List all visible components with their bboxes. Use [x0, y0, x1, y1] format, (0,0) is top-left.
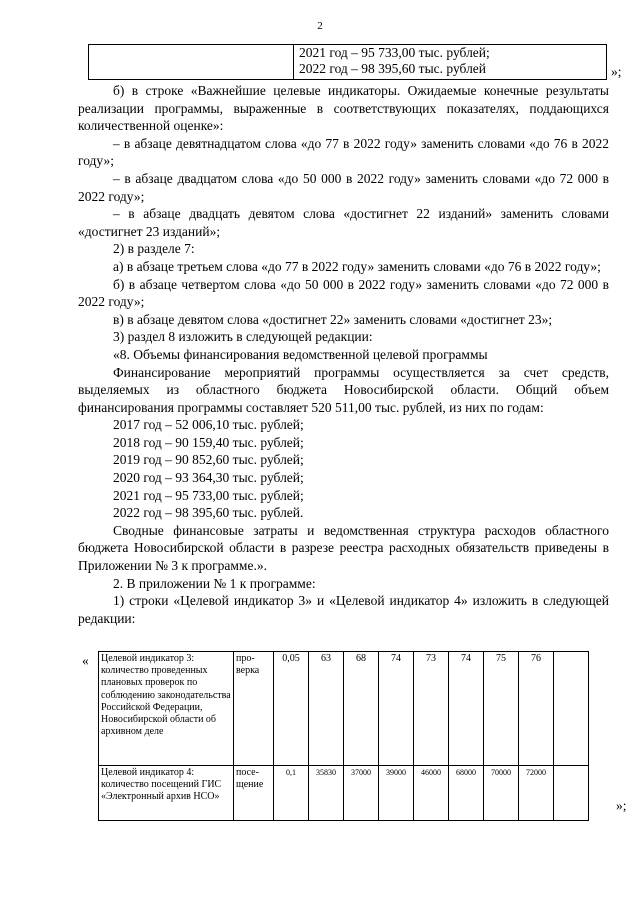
top-table-line-2022: 2022 год – 98 395,60 тыс. рублей: [299, 61, 487, 76]
indicator-value-cell: [554, 766, 589, 821]
paragraph: б) в строке «Важнейшие целевые индикаторы. Ожидаемые конечные результаты реализации программы, выраженные в соответствующих показателях, поддающихся количественной оценке»:: [78, 83, 609, 134]
top-table-line-2021: 2021 год – 95 733,00 тыс. рублей;: [299, 45, 490, 60]
funding-year-line: 2018 год – 90 159,40 тыс. рублей;: [113, 434, 304, 450]
paragraph: Сводные финансовые затраты и ведомственная структура расходов областного бюджета Новосибирской области в разрезе реестра расходных обязательств приведены в Приложении № 3 к программе.».: [78, 522, 609, 574]
indicator-value-cell: 39000: [379, 766, 414, 821]
paragraph: – в абзаце девятнадцатом слова «до 77 в 2022 году» заменить словами «до 76 в 2022 году»;: [78, 135, 609, 169]
table-row: [99, 766, 589, 821]
top-table-close-mark: »;: [611, 64, 622, 79]
indicator-value-cell: [554, 652, 589, 766]
paragraph: 2) в разделе 7:: [113, 241, 195, 257]
paragraph: б) в абзаце четвертом слова «до 50 000 в 2022 году» заменить словами «до 72 000 в 2022 году»;: [78, 276, 609, 310]
indicator-value-cell: 75: [484, 652, 519, 766]
funding-year-line: 2022 год – 98 395,60 тыс. рублей.: [113, 505, 304, 521]
paragraph: в) в абзаце девятом слова «достигнет 22» заменить словами «достигнет 23»;: [113, 311, 553, 327]
paragraph: а) в абзаце третьем слова «до 77 в 2022 году» заменить словами «до 76 в 2022 году»;: [113, 258, 601, 274]
indicator-unit-cell: про-верка: [234, 652, 274, 766]
indicator-value-cell: 74: [379, 652, 414, 766]
page-number: 2: [317, 20, 323, 32]
indicator-name-cell: Целевой индикатор 3: количество проведенных плановых проверок по соблюдению законодательства Российской Федерации, Новосибирской области об архивном деле: [99, 652, 234, 766]
indicator-value-cell: 70000: [484, 766, 519, 821]
section-heading: «8. Объемы финансирования ведомственной целевой программы: [113, 346, 488, 362]
indicator-value-cell: 46000: [414, 766, 449, 821]
indicator-value-cell: 76: [519, 652, 554, 766]
top-table: [88, 44, 607, 80]
indicator-value-cell: 37000: [344, 766, 379, 821]
paragraph: 1) строки «Целевой индикатор 3» и «Целевой индикатор 4» изложить в следующей редакции:: [78, 593, 609, 626]
bottom-table-open-quote: «: [82, 653, 89, 668]
indicator-value-cell: 68: [344, 652, 379, 766]
top-table-empty-cell: [89, 45, 294, 80]
paragraph: Финансирование мероприятий программы осуществляется за счет средств, выделяемых из областного бюджета Новосибирской области. Общий объем финансирования программы составляет 520 511,00 тыс. рублей, из них по годам:: [78, 364, 609, 415]
paragraph: – в абзаце двадцатом слова «до 50 000 в 2022 году» заменить словами «до 72 000 в 2022 году»;: [78, 170, 609, 204]
indicator-value-cell: 0,05: [274, 652, 309, 766]
indicator-value-cell: 72000: [519, 766, 554, 821]
paragraph: 2. В приложении № 1 к программе:: [113, 575, 316, 591]
funding-year-line: 2019 год – 90 852,60 тыс. рублей;: [113, 452, 304, 468]
paragraph: – в абзаце двадцать девятом слова «достигнет 22 изданий» заменить словами «достигнет 23 изданий»;: [78, 206, 609, 239]
indicator-table: [98, 651, 589, 821]
indicator-value-cell: 68000: [449, 766, 484, 821]
bottom-table-close-mark: »;: [616, 798, 627, 813]
indicator-value-cell: 35830: [309, 766, 344, 821]
indicator-value-cell: 73: [414, 652, 449, 766]
indicator-unit-cell: посе-щение: [234, 766, 274, 821]
indicator-name-cell: Целевой индикатор 4: количество посещений ГИС «Электронный архив НСО»: [99, 766, 234, 821]
indicator-value-cell: 74: [449, 652, 484, 766]
body-text: [78, 82, 609, 627]
paragraph: 3) раздел 8 изложить в следующей редакции:: [113, 329, 373, 345]
indicator-value-cell: 0,1: [274, 766, 309, 821]
funding-year-line: 2020 год – 93 364,30 тыс. рублей;: [113, 470, 304, 486]
funding-year-line: 2017 год – 52 006,10 тыс. рублей;: [113, 417, 304, 433]
indicator-value-cell: 63: [309, 652, 344, 766]
top-table-years-cell: [294, 45, 607, 80]
funding-year-line: 2021 год – 95 733,00 тыс. рублей;: [113, 487, 304, 503]
table-row: [99, 652, 589, 766]
